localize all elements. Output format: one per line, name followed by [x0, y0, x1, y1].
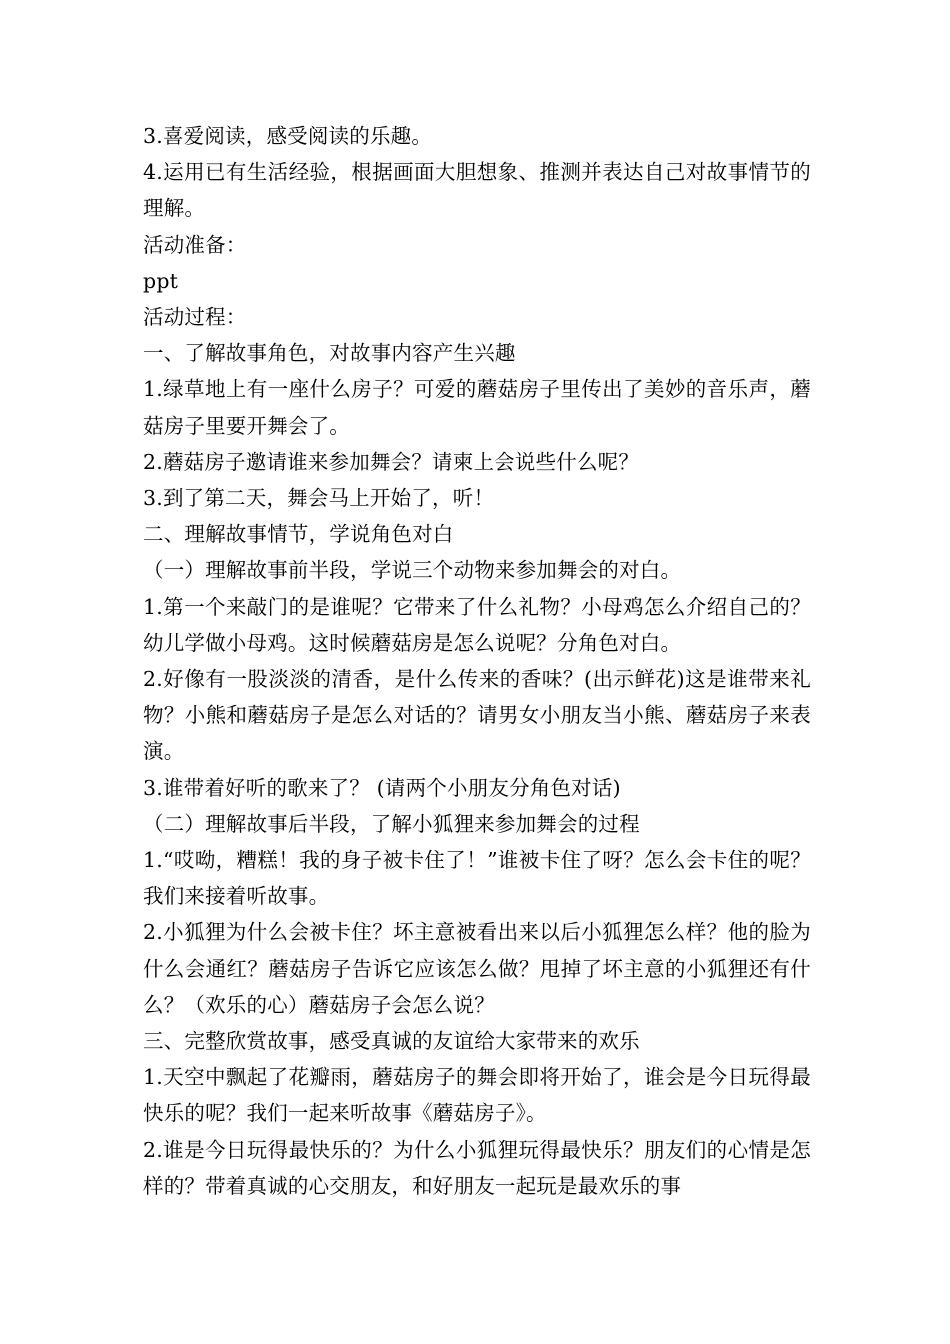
subsection-heading-1: （一）理解故事前半段，学说三个动物来参加舞会的对白。: [143, 558, 682, 583]
paragraph-step: 2.小狐狸为什么会被卡住？坏主意被看出来以后小狐狸怎么样？他的脸为什么会通红？蘑菇房子告诉它应该怎么做？甩掉了坏主意的小狐狸还有什么？（欢乐的心）蘑菇房子会怎么说？: [143, 920, 811, 1017]
paragraph-step: 2.蘑菇房子邀请谁来参加舞会？请柬上会说些什么呢？: [143, 449, 640, 474]
heading-preparation: 活动准备：: [143, 232, 247, 257]
heading-process: 活动过程：: [143, 305, 247, 330]
document-body: [143, 118, 811, 1204]
paragraph-step: 1.第一个来敲门的是谁呢？它带来了什么礼物？小母鸡怎么介绍自己的？幼儿学做小母鸡。这时候蘑菇房是怎么说呢？分角色对白。: [143, 594, 811, 655]
paragraph-step: 2.好像有一股淡淡的清香，是什么传来的香味？(出示鲜花)这是谁带来礼物？小熊和蘑菇房子是怎么对话的？请男女小朋友当小熊、蘑菇房子来表演。: [143, 667, 811, 764]
section-heading-3: 三、完整欣赏故事，感受真诚的友谊给大家带来的欢乐: [143, 1029, 640, 1054]
section-heading-2: 二、理解故事情节，学说角色对白: [143, 522, 454, 547]
paragraph-goal-3: 3.喜爱阅读，感受阅读的乐趣。: [143, 124, 433, 148]
paragraph-step: 1.“哎呦，糟糕！我的身子被卡住了！”谁被卡住了呀？怎么会卡住的呢？我们来接着听故事。: [143, 848, 811, 909]
paragraph-step: 1.天空中飘起了花瓣雨，蘑菇房子的舞会即将开始了，谁会是今日玩得最快乐的呢？我们一起来听故事《蘑菇房子》。: [143, 1065, 811, 1126]
subsection-heading-2: （二）理解故事后半段，了解小狐狸来参加舞会的过程: [143, 811, 640, 836]
paragraph-step: 3.谁带着好听的歌来了？ (请两个小朋友分角色对话): [143, 775, 621, 800]
paragraph-step: 1.绿草地上有一座什么房子？可爱的蘑菇房子里传出了美妙的音乐声，蘑菇房子里要开舞会了。: [143, 377, 811, 438]
paragraph-step: 3.到了第二天，舞会马上开始了，听！: [143, 486, 495, 511]
section-heading-1: 一、了解故事角色，对故事内容产生兴趣: [143, 341, 516, 366]
paragraph-preparation-item: ppt: [143, 268, 179, 293]
paragraph-goal-4: 4.运用已有生活经验，根据画面大胆想象、推测并表达自己对故事情节的理解。: [143, 160, 811, 221]
paragraph-step: 2.谁是今日玩得最快乐的？为什么小狐狸玩得最快乐？朋友们的心情是怎样的？带着真诚的心交朋友，和好朋友一起玩是最欢乐的事: [143, 1137, 811, 1198]
